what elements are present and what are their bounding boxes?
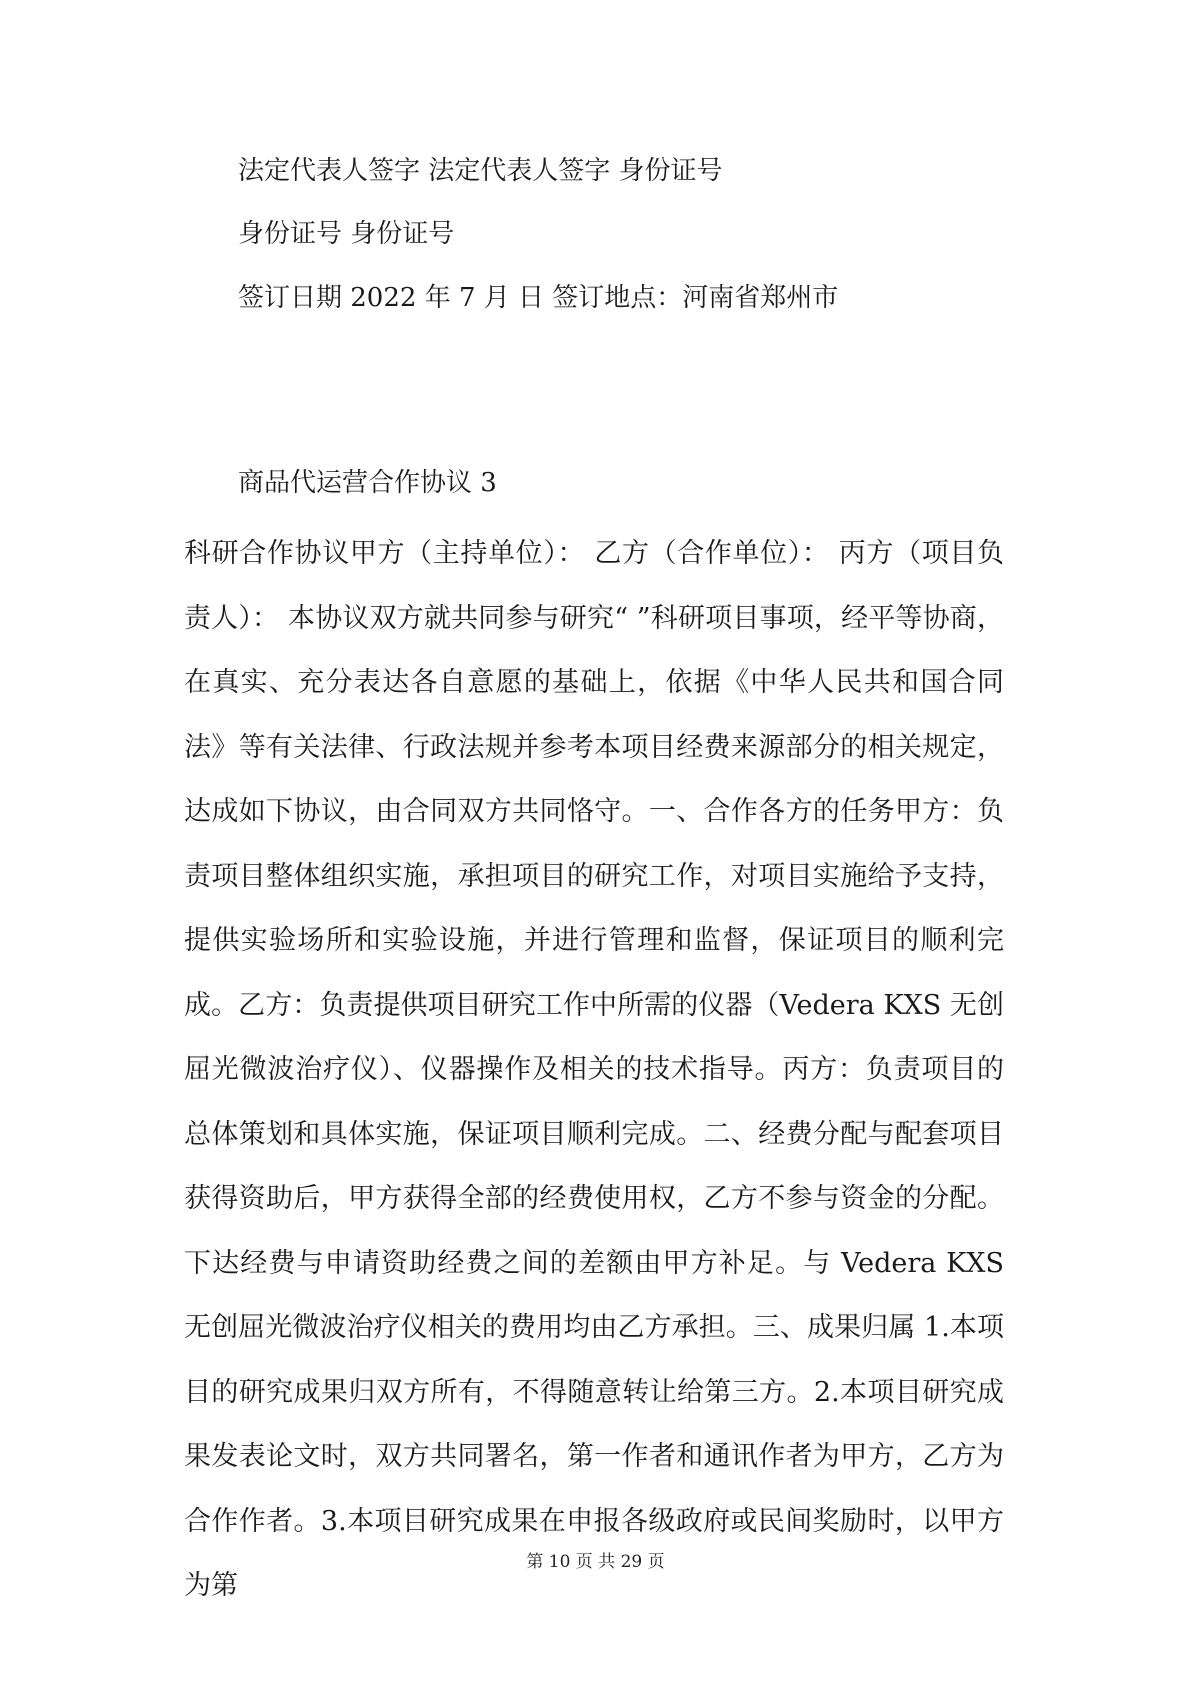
signature-line-1: 法定代表人签字 法定代表人签字 身份证号: [238, 156, 723, 186]
agreement-body-text: 科研合作协议甲方（主持单位）： 乙方（合作单位）： 丙方（项目负责人）： 本协议双方就共同参与研究“ ”科研项目事项，经平等协商，在真实、充分表达各自意愿的基础上，依据《中华人民共和国合同法》等有关法律、行政法规并参考本项目经费来源部分的相关规定，达成如下协议，由合同双方共同恪守。一、合作各方的任务甲方：负责项目整体组织实施，承担项目的研究工作，对项目实施给予支持，提供实验场所和实验设施，并进行管理和监督，保证项目的顺利完成。乙方：负责提供项目研究工作中所需的仪器（Vedera KXS 无创屈光微波治疗仪）、仪器操作及相关的技术指导。丙方：负责项目的总体策划和具体实施，保证项目顺利完成。二、经费分配与配套项目获得资助后，甲方获得全部的经费使用权，乙方不参与资金的分配。下达经费与申请资助经费之间的差额由甲方补足。与 Vedera KXS 无创屈光微波治疗仪相关的费用均由乙方承担。三、成果归属 1.本项目的研究成果归双方所有，不得随意转让给第三方。2.本项目研究成果发表论文时，双方共同署名，第一作者和通讯作者为甲方，乙方为合作作者。3.本项目研究成果在申报各级政府或民间奖励时，以甲方为第: [184, 538, 1004, 1601]
page-footer: 第 10 页 共 29 页: [526, 1552, 665, 1572]
signature-line-3: 签订日期 2022 年 7 月 日 签订地点：河南省郑州市: [238, 283, 839, 313]
section-title: 商品代运营合作协议 3: [238, 468, 497, 498]
signature-line-2: 身份证号 身份证号: [238, 219, 455, 249]
